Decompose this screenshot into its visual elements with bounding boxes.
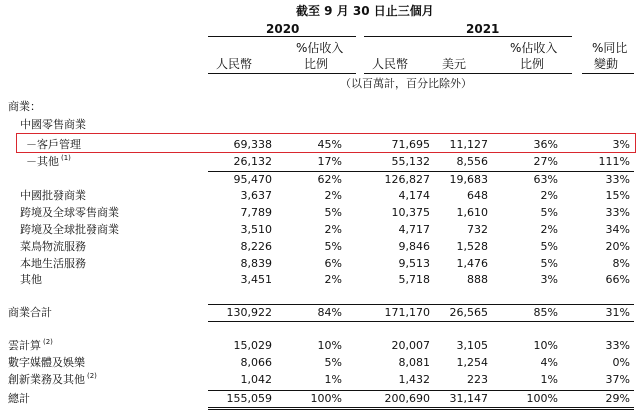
cell-rmb2020: 3,510 xyxy=(240,223,272,236)
row-label: 本地生活服務 xyxy=(20,257,86,270)
cell-rmb2021: 1,432 xyxy=(398,373,430,386)
cell-pct2020: 45% xyxy=(317,138,342,151)
cell-rmb2020: 8,226 xyxy=(240,240,272,253)
rule-before-commerce-total xyxy=(208,304,634,305)
cell-rmb2021: 8,081 xyxy=(398,356,430,369)
cell-usd2021: 31,147 xyxy=(449,392,488,405)
cell-pct2021: 5% xyxy=(540,206,558,219)
cell-pct2020: 10% xyxy=(317,339,342,352)
cell-pct2020: 5% xyxy=(324,240,342,253)
cell-rmb2020: 8,066 xyxy=(240,356,272,369)
cell-rmb2020: 7,789 xyxy=(240,206,272,219)
year-2020-heading: 2020 xyxy=(266,22,300,36)
cell-usd2021: 8,556 xyxy=(456,155,488,168)
cell-yoy: 8% xyxy=(612,257,630,270)
cell-rmb2020: 69,338 xyxy=(233,138,272,151)
cell-usd2021: 1,476 xyxy=(456,257,488,270)
cell-rmb2021: 9,513 xyxy=(398,257,430,270)
cell-yoy: 34% xyxy=(605,223,630,236)
cell-pct2020: 2% xyxy=(324,223,342,236)
row-label: 商業合計 xyxy=(8,306,52,319)
cell-yoy: 111% xyxy=(598,155,630,168)
table-row xyxy=(0,337,640,354)
cell-pct2021: 2% xyxy=(540,189,558,202)
section-commerce: 商業： xyxy=(8,100,41,113)
cell-pct2021: 4% xyxy=(540,356,558,369)
cell-yoy: 20% xyxy=(605,240,630,253)
cell-rmb2020: 130,922 xyxy=(226,306,272,319)
cell-yoy: 3% xyxy=(612,138,630,151)
cell-usd2021: 1,528 xyxy=(456,240,488,253)
cell-pct2020: 5% xyxy=(324,206,342,219)
cell-rmb2021: 171,170 xyxy=(384,306,430,319)
section-china-retail: 中國零售商業 xyxy=(20,118,86,131)
row-label: 創新業務及其他 xyxy=(8,373,85,386)
header-rule-yoy xyxy=(582,73,634,74)
table-row xyxy=(0,390,640,407)
cell-yoy: 33% xyxy=(605,339,630,352)
cell-pct2020: 100% xyxy=(310,392,342,405)
col-rmb-2021: 人民幣 xyxy=(372,57,409,71)
col-yoy-l2: 變動 xyxy=(594,57,619,71)
year-2021-rule xyxy=(364,36,572,37)
cell-pct2021: 100% xyxy=(526,392,558,405)
cell-rmb2020: 3,451 xyxy=(240,273,272,286)
cell-pct2020: 2% xyxy=(324,273,342,286)
cell-pct2021: 85% xyxy=(533,306,558,319)
cell-rmb2021: 126,827 xyxy=(384,173,430,186)
cell-rmb2021: 200,690 xyxy=(384,392,430,405)
row-footnote-marker: (2) xyxy=(87,372,97,380)
table-row xyxy=(0,204,640,221)
rule-after-commerce-total xyxy=(208,321,634,322)
cell-usd2021: 732 xyxy=(467,223,488,236)
row-label: －客戶管理 xyxy=(26,138,81,151)
rule-after-grand-total xyxy=(208,407,634,410)
cell-rmb2020: 95,470 xyxy=(233,173,272,186)
cell-rmb2020: 8,839 xyxy=(240,257,272,270)
header-rule-2020 xyxy=(208,73,356,74)
table-row xyxy=(0,238,640,255)
cell-usd2021: 19,683 xyxy=(449,173,488,186)
cell-pct2021: 5% xyxy=(540,257,558,270)
cell-rmb2021: 10,375 xyxy=(391,206,430,219)
cell-yoy: 0% xyxy=(612,356,630,369)
cell-yoy: 33% xyxy=(605,206,630,219)
cell-pct2020: 1% xyxy=(324,373,342,386)
rule-before-grand-total xyxy=(208,390,634,391)
col-pct-2021-l1: %佔收入 xyxy=(510,41,558,55)
cell-rmb2021: 55,132 xyxy=(391,155,430,168)
col-pct-2020-l1: %佔收入 xyxy=(296,41,344,55)
row-footnote-marker: (2) xyxy=(43,338,53,346)
col-yoy-l1: %同比 xyxy=(592,41,628,55)
cell-rmb2021: 9,846 xyxy=(398,240,430,253)
cell-pct2021: 27% xyxy=(533,155,558,168)
cell-usd2021: 1,610 xyxy=(456,206,488,219)
cell-rmb2021: 4,717 xyxy=(398,223,430,236)
row-label: 中國批發商業 xyxy=(20,189,86,202)
row-label: 跨境及全球批發商業 xyxy=(20,223,119,236)
row-label: －其他 xyxy=(26,155,59,168)
table-row xyxy=(0,136,640,153)
table-row xyxy=(0,153,640,170)
table-row xyxy=(0,354,640,371)
cell-pct2021: 5% xyxy=(540,240,558,253)
row-label: 跨境及全球零售商業 xyxy=(20,206,119,219)
table-row xyxy=(0,271,640,288)
cell-usd2021: 26,565 xyxy=(449,306,488,319)
period-heading: 截至 9 月 30 日止三個月 xyxy=(296,4,434,18)
cell-pct2021: 10% xyxy=(533,339,558,352)
cell-pct2020: 6% xyxy=(324,257,342,270)
table-row xyxy=(0,304,640,321)
cell-yoy: 29% xyxy=(605,392,630,405)
cell-usd2021: 223 xyxy=(467,373,488,386)
cell-pct2021: 63% xyxy=(533,173,558,186)
col-pct-2020-l2: 比例 xyxy=(304,57,329,71)
table-row xyxy=(0,221,640,238)
cell-rmb2021: 5,718 xyxy=(398,273,430,286)
cell-pct2021: 36% xyxy=(533,138,558,151)
cell-rmb2020: 15,029 xyxy=(233,339,272,352)
table-row xyxy=(0,171,640,188)
row-label: 菜鳥物流服務 xyxy=(20,240,86,253)
row-label: 其他 xyxy=(20,273,42,286)
cell-yoy: 37% xyxy=(605,373,630,386)
year-2020-rule xyxy=(208,36,356,37)
cell-pct2020: 17% xyxy=(317,155,342,168)
cell-usd2021: 3,105 xyxy=(456,339,488,352)
header-rule-2021 xyxy=(364,73,572,74)
row-label: 雲計算 xyxy=(8,339,41,352)
cell-pct2020: 2% xyxy=(324,189,342,202)
cell-pct2020: 62% xyxy=(317,173,342,186)
cell-usd2021: 648 xyxy=(467,189,488,202)
cell-yoy: 31% xyxy=(605,306,630,319)
cell-rmb2020: 3,637 xyxy=(240,189,272,202)
cell-pct2021: 1% xyxy=(540,373,558,386)
row-footnote-marker: (1) xyxy=(61,154,71,162)
cell-pct2020: 5% xyxy=(324,356,342,369)
cell-pct2021: 3% xyxy=(540,273,558,286)
cell-yoy: 66% xyxy=(605,273,630,286)
rule-before-subtotal xyxy=(208,171,634,172)
cell-pct2020: 84% xyxy=(317,306,342,319)
cell-usd2021: 1,254 xyxy=(456,356,488,369)
cell-rmb2021: 71,695 xyxy=(391,138,430,151)
col-rmb-2020: 人民幣 xyxy=(216,57,253,71)
table-row xyxy=(0,371,640,388)
cell-pct2021: 2% xyxy=(540,223,558,236)
cell-usd2021: 888 xyxy=(467,273,488,286)
table-row xyxy=(0,255,640,272)
row-label: 總計 xyxy=(8,392,30,405)
table-row xyxy=(0,187,640,204)
cell-rmb2020: 26,132 xyxy=(233,155,272,168)
col-usd-2021: 美元 xyxy=(442,57,467,71)
cell-yoy: 15% xyxy=(605,189,630,202)
cell-rmb2020: 155,059 xyxy=(226,392,272,405)
cell-rmb2021: 4,174 xyxy=(398,189,430,202)
cell-usd2021: 11,127 xyxy=(449,138,488,151)
cell-rmb2020: 1,042 xyxy=(240,373,272,386)
row-label: 數字媒體及娛樂 xyxy=(8,356,85,369)
cell-rmb2021: 20,007 xyxy=(391,339,430,352)
unit-note: （以百萬計，百分比除外） xyxy=(340,77,472,90)
col-pct-2021-l2: 比例 xyxy=(520,57,545,71)
cell-yoy: 33% xyxy=(605,173,630,186)
year-2021-heading: 2021 xyxy=(466,22,500,36)
